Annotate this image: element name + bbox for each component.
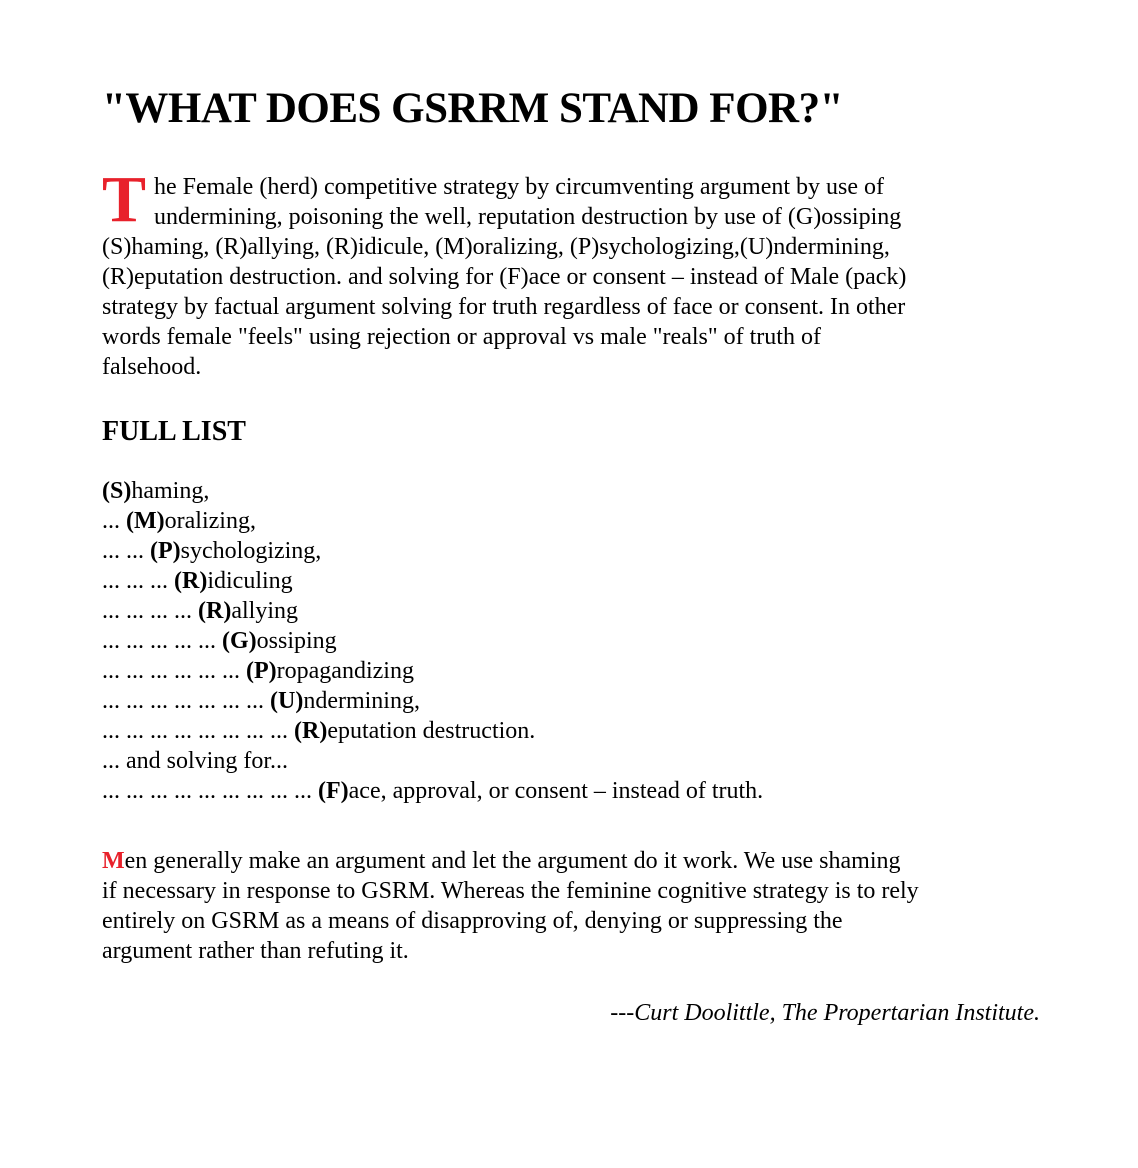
emphasis-text: (G) <box>222 628 257 654</box>
text-segment: ... ... ... ... ... ... ... ... <box>102 718 294 744</box>
closing-line <box>102 906 1040 936</box>
text-segment: ... ... ... ... <box>102 598 198 624</box>
text-segment: ... <box>102 508 126 534</box>
text-segment: ... ... <box>102 538 150 564</box>
text-segment: (R)eputation destruction. and solving for (F)ace or consent – instead of Male (pack) <box>102 264 907 290</box>
intro-line <box>102 262 1040 292</box>
text-segment: allying <box>231 598 298 624</box>
list-item <box>102 536 1040 566</box>
emphasis-text: (F) <box>318 778 349 804</box>
list-item <box>102 686 1040 716</box>
text-segment: undermining, poisoning the well, reputation destruction by use of (G)ossiping <box>154 204 902 230</box>
text-segment: he Female (herd) competitive strategy by circumventing argument by use of <box>154 174 885 200</box>
intro-paragraph <box>102 163 1040 382</box>
emphasis-text: (U) <box>270 688 304 714</box>
text-segment: haming, <box>131 478 210 504</box>
intro-line <box>102 292 1040 322</box>
text-segment: ossiping <box>256 628 337 654</box>
text-segment: ... ... ... <box>102 568 174 594</box>
text-segment: strategy by factual argument solving for truth regardless of face or consent. In other <box>102 294 906 320</box>
list-item <box>102 596 1040 626</box>
list-item <box>102 716 1040 746</box>
emphasis-text: (S) <box>102 478 132 504</box>
text-segment: ... ... ... ... ... <box>102 628 222 654</box>
intro-line <box>102 352 1040 382</box>
text-segment: idiculing <box>207 568 293 594</box>
text-segment: en generally make an argument and let the argument do it work. We use shaming <box>124 848 901 874</box>
list-item <box>102 746 1040 776</box>
closing-line <box>102 876 1040 906</box>
emphasis-text: (R) <box>294 718 328 744</box>
closing-paragraph <box>102 846 1040 966</box>
text-segment: if necessary in response to GSRM. Whereas the feminine cognitive strategy is to rely <box>102 878 919 904</box>
attribution-line: ---Curt Doolittle, The Propertarian Institute. <box>610 1000 1040 1026</box>
text-segment: entirely on GSRM as a means of disapproving of, denying or suppressing the <box>102 908 843 934</box>
text-segment: sychologizing, <box>180 538 322 564</box>
intro-dropcap: T <box>102 163 147 236</box>
list-item <box>102 566 1040 596</box>
list-item <box>102 776 1040 806</box>
text-segment: (S)haming, (R)allying, (R)idicule, (M)oralizing, (P)sychologizing,(U)ndermining, <box>102 234 890 260</box>
text-segment: argument rather than refuting it. <box>102 938 409 964</box>
emphasis-text: (M) <box>126 508 165 534</box>
emphasis-text: (P) <box>150 538 181 564</box>
list-item <box>102 506 1040 536</box>
page-title: "WHAT DOES GSRRM STAND FOR?" <box>102 85 843 132</box>
text-segment: eputation destruction. <box>327 718 536 744</box>
emphasis-text: (R) <box>174 568 208 594</box>
list-item <box>102 656 1040 686</box>
intro-line <box>102 172 1040 202</box>
emphasis-text: (R) <box>198 598 232 624</box>
text-segment: ace, approval, or consent – instead of truth. <box>348 778 764 804</box>
text-segment: words female "feels" using rejection or approval vs male "reals" of truth of <box>102 324 821 350</box>
emphasis-text: M <box>102 848 125 874</box>
emphasis-text: (P) <box>246 658 277 684</box>
text-segment: ndermining, <box>303 688 420 714</box>
text-segment: ... ... ... ... ... ... <box>102 658 246 684</box>
full-list-heading: FULL LIST <box>102 416 246 447</box>
text-segment: ... ... ... ... ... ... ... ... ... <box>102 778 318 804</box>
text-segment: ... and solving for... <box>102 748 288 774</box>
text-segment: ... ... ... ... ... ... ... <box>102 688 270 714</box>
list-item <box>102 476 1040 506</box>
intro-line <box>102 202 1040 232</box>
list-item <box>102 626 1040 656</box>
text-segment: oralizing, <box>164 508 256 534</box>
closing-line <box>102 936 1040 966</box>
intro-line <box>102 232 1040 262</box>
full-list <box>102 476 1040 806</box>
intro-line <box>102 322 1040 352</box>
text-segment: falsehood. <box>102 354 202 380</box>
text-segment: ropagandizing <box>276 658 414 684</box>
closing-line <box>102 846 1040 876</box>
